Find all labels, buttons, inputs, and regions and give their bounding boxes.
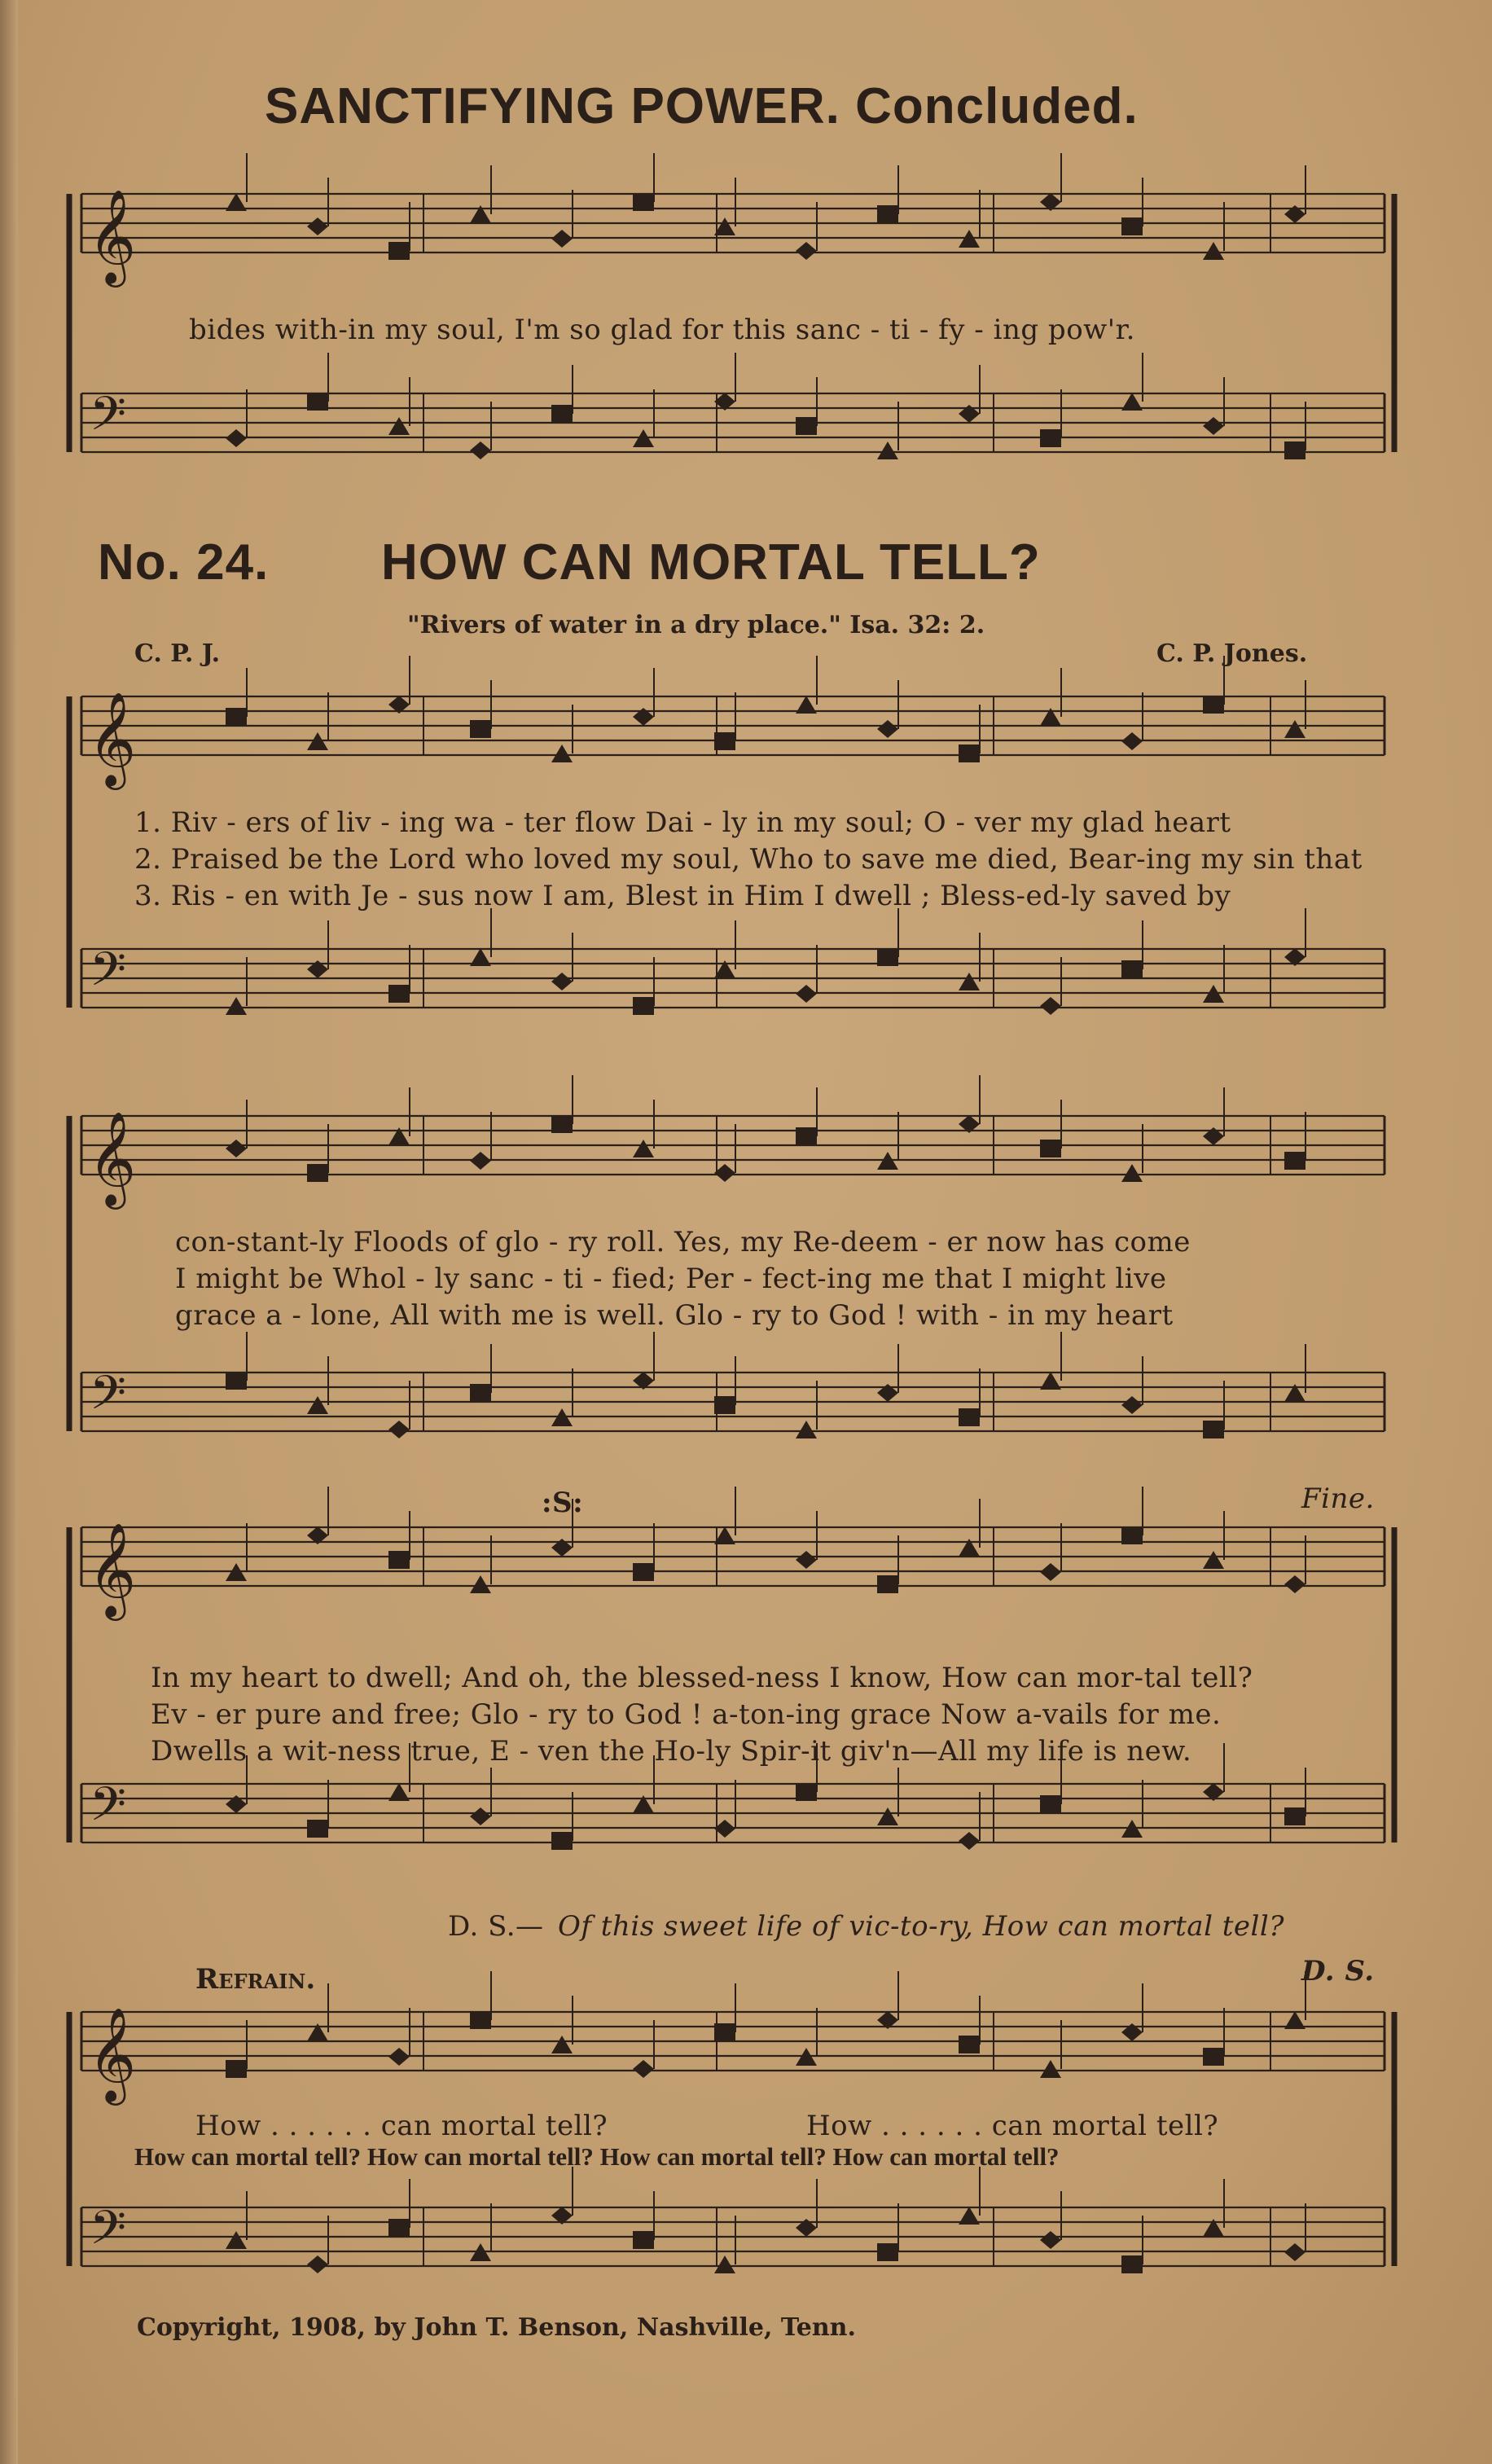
- shape-note: [226, 429, 247, 447]
- shape-note: [714, 732, 735, 750]
- system1-verse3: 3. Ris - en with Je - sus now I am, Blest in Him I dwell ; Bless-ed-ly saved by: [134, 880, 1231, 912]
- shape-note: [1284, 441, 1306, 459]
- system1-verse1: 1. Riv - ers of liv - ing wa - ter flow Dai - ly in my soul; O - ver my glad heart: [134, 806, 1231, 839]
- refrain-ds: D. S.: [1301, 1955, 1375, 1987]
- shape-note: [551, 1832, 573, 1850]
- system3-verse3: Dwells a wit-ness true, E - ven the Ho-ly Spir-it giv'n—All my life is new.: [151, 1735, 1192, 1768]
- treble-clef-icon: 𝄞: [88, 188, 137, 283]
- hymn-author-left: C. P. J.: [134, 639, 221, 668]
- shape-note: [1040, 1795, 1061, 1813]
- shape-note: [1040, 2060, 1061, 2078]
- shape-note: [1203, 2048, 1224, 2066]
- shape-note: [877, 720, 898, 738]
- shape-note: [1203, 696, 1224, 714]
- system3-verse2: Ev - er pure and free; Glo - ry to God ! a-ton-ing grace Now a-vails for me.: [151, 1698, 1222, 1731]
- shape-note: [307, 1164, 328, 1182]
- shape-note: [1284, 2011, 1306, 2029]
- shape-note: [1040, 997, 1061, 1015]
- shape-note: [877, 948, 898, 966]
- concluded-hymn-lyrics: bides with-in my soul, I'm so glad for this sanc - ti - fy - ing pow'r.: [189, 314, 1135, 346]
- shape-note: [388, 985, 410, 1003]
- shape-note: [959, 1832, 980, 1850]
- system1-verse2: 2. Praised be the Lord who loved my soul, Who to save me died, Bear-ing my sin that: [134, 843, 1363, 876]
- shape-note: [1203, 1421, 1224, 1438]
- bass-clef-icon: 𝄢: [90, 1365, 127, 1432]
- shape-note: [633, 1140, 654, 1157]
- refrain-treble-lyrics-2: How . . . . . . can mortal tell?: [806, 2110, 1219, 2142]
- shape-note: [470, 1152, 491, 1170]
- shape-note: [959, 2036, 980, 2053]
- shape-note: [388, 417, 410, 435]
- refrain-bass-lyrics: How can mortal tell? How can mortal tell? How can mortal tell? How can mortal tell?: [134, 2142, 1060, 2171]
- shape-note: [1203, 417, 1224, 435]
- hymn-number: No. 24.: [98, 534, 270, 591]
- refrain-label: Refrain.: [195, 1963, 316, 1996]
- shape-note: [1121, 732, 1143, 750]
- shape-note: [959, 744, 980, 762]
- shape-note: [1040, 1372, 1061, 1390]
- shape-note: [226, 2231, 247, 2249]
- shape-note: [388, 2048, 410, 2066]
- shape-note: [796, 417, 817, 435]
- shape-note: [307, 1820, 328, 1838]
- shape-note: [551, 973, 573, 990]
- shape-note: [551, 2036, 573, 2053]
- shape-note: [1284, 1152, 1306, 1170]
- bass-clef-icon: 𝄢: [90, 942, 127, 1008]
- shape-note: [388, 1421, 410, 1438]
- refrain-treble-lyrics-1: How . . . . . . can mortal tell?: [195, 2110, 608, 2142]
- shape-note: [470, 1384, 491, 1402]
- shape-note: [1203, 242, 1224, 260]
- shape-note: [307, 1396, 328, 1414]
- bass-clef-icon: 𝄢: [90, 1777, 127, 1843]
- shape-note: [551, 230, 573, 248]
- shape-note: [796, 1551, 817, 1569]
- shape-note: [796, 1421, 817, 1438]
- shape-note: [226, 1372, 247, 1390]
- shape-note: [959, 973, 980, 990]
- concluded-hymn-title: SANCTIFYING POWER. Concluded.: [265, 78, 1139, 134]
- system2-verse3: grace a - lone, All with me is well. Glo - ry to God ! with - in my heart: [175, 1299, 1174, 1332]
- shape-note: [959, 2207, 980, 2225]
- treble-clef-icon: 𝄞: [88, 1110, 137, 1206]
- shape-note: [1203, 1551, 1224, 1569]
- shape-note: [307, 217, 328, 235]
- bass-clef-icon: 𝄢: [90, 2200, 127, 2267]
- shape-note: [633, 1563, 654, 1581]
- shape-note: [633, 997, 654, 1015]
- shape-note: [877, 2243, 898, 2261]
- shape-note: [307, 2255, 328, 2273]
- shape-note: [226, 2060, 247, 2078]
- shape-note: [796, 1783, 817, 1801]
- shape-note: [226, 997, 247, 1015]
- hymn-author-right: C. P. Jones.: [1156, 639, 1308, 668]
- bass-clef-icon: 𝄢: [90, 386, 127, 453]
- shape-note: [714, 2023, 735, 2041]
- shape-note: [959, 1408, 980, 1426]
- shape-note: [1284, 1575, 1306, 1593]
- shape-note: [1040, 429, 1061, 447]
- shape-note: [226, 708, 247, 726]
- shape-note: [551, 744, 573, 762]
- system2-verse1: con-stant-ly Floods of glo - ry roll. Yes, my Re-deem - er now has come: [175, 1226, 1191, 1258]
- shape-note: [1121, 1164, 1143, 1182]
- shape-note: [1040, 1140, 1061, 1157]
- shape-note: [714, 1396, 735, 1414]
- treble-clef-icon: 𝄞: [88, 2006, 137, 2102]
- shape-note: [1121, 2255, 1143, 2273]
- shape-note: [226, 193, 247, 211]
- shape-note: [1284, 720, 1306, 738]
- shape-note: [1121, 960, 1143, 978]
- shape-note: [226, 1140, 247, 1157]
- shape-note: [388, 1551, 410, 1569]
- shape-note: [633, 2060, 654, 2078]
- shape-note: [633, 2231, 654, 2249]
- shape-note: [1040, 2231, 1061, 2249]
- shape-note: [307, 393, 328, 411]
- shape-note: [551, 1115, 573, 1133]
- shape-note: [1040, 1563, 1061, 1581]
- ds-label: D. S.—: [448, 1910, 544, 1943]
- shape-note: [551, 405, 573, 423]
- shape-note: [470, 948, 491, 966]
- shape-note: [1284, 2243, 1306, 2261]
- shape-note: [1121, 217, 1143, 235]
- shape-note: [1121, 393, 1143, 411]
- fine-mark: Fine.: [1301, 1482, 1375, 1515]
- segno-mark: :S:: [542, 1487, 584, 1519]
- shape-note: [388, 1783, 410, 1801]
- shape-note: [470, 441, 491, 459]
- shape-note: [796, 1127, 817, 1145]
- hymn-epigraph: "Rivers of water in a dry place." Isa. 32: 2.: [407, 611, 985, 639]
- shape-note: [470, 1807, 491, 1825]
- shape-note: [633, 193, 654, 211]
- shape-note: [470, 1575, 491, 1593]
- shape-note: [470, 720, 491, 738]
- treble-clef-icon: 𝄞: [88, 691, 137, 786]
- treble-clef-icon: 𝄞: [88, 1522, 137, 1617]
- shape-note: [1284, 1807, 1306, 1825]
- shape-note: [1121, 1526, 1143, 1544]
- ds-text: Of this sweet life of vic-to-ry, How can mortal tell?: [558, 1910, 1285, 1943]
- hymn-title: HOW CAN MORTAL TELL?: [381, 534, 1041, 591]
- shape-note: [796, 696, 817, 714]
- shape-note: [388, 242, 410, 260]
- shape-note: [388, 2219, 410, 2237]
- shape-note: [796, 242, 817, 260]
- shape-note: [1121, 1396, 1143, 1414]
- system3-verse1: In my heart to dwell; And oh, the blessed-ness I know, How can mor-tal tell?: [151, 1662, 1253, 1694]
- shape-note: [796, 985, 817, 1003]
- shape-note: [877, 205, 898, 223]
- copyright-notice: Copyright, 1908, by John T. Benson, Nashville, Tenn.: [137, 2313, 856, 2342]
- shape-note: [877, 1575, 898, 1593]
- shape-note: [877, 441, 898, 459]
- system2-verse2: I might be Whol - ly sanc - ti - fied; Per - fect-ing me that I might live: [175, 1263, 1167, 1295]
- shape-note: [470, 2011, 491, 2029]
- shape-note: [877, 1807, 898, 1825]
